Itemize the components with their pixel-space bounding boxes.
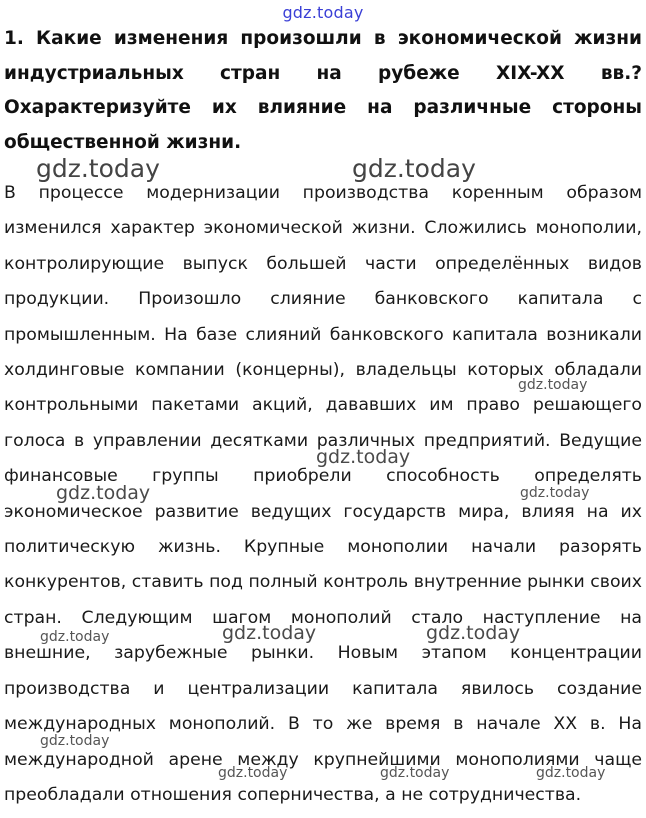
watermark: gdz.today	[352, 154, 476, 183]
watermark: gdz.today	[36, 154, 160, 183]
question-text: 1. Какие изменения произошли в экономической жизни индустриальных стран на рубеже XIX-XX вв.? Охарактеризуйте их влияние на различные стороны общественной жизни.	[4, 28, 642, 153]
watermark: gdz.today	[40, 629, 110, 645]
watermark: gdz.today	[520, 485, 590, 501]
watermark: gdz.today	[56, 482, 151, 504]
watermark: gdz.today	[316, 446, 411, 468]
watermark: gdz.today	[380, 765, 450, 781]
watermark: gdz.today	[218, 765, 288, 781]
watermark: gdz.today	[222, 622, 317, 644]
watermark: gdz.today	[536, 765, 606, 781]
watermark: gdz.today	[518, 377, 588, 393]
site-watermark-top[interactable]: gdz.today	[282, 3, 364, 22]
watermark: gdz.today	[426, 622, 521, 644]
watermark: gdz.today	[40, 733, 110, 749]
answer-text: В процессе модернизации производства коренным образом изменился характер экономической жизни. Сложились монополии, контролирующие выпуск большей части определённых видов продукции. Произошло слияние банковского капитала с промышленным. На базе слияний банковского капитала возникали холдинговые компании (концерны), владельцы которых обладали контрольными пакетами акций, дававших им право решающего голоса в управлении десятками различных предприятий. Ведущие финансовые группы приобрели способность определять экономическое развитие ведущих государств мира, влияя на их политическую жизнь. Крупные монополии начали разорять конкурентов, ставить под полный контроль внутренние рынки своих стран. Следующим шагом монополий стало наступление на внешние, зарубежные рынки. Новым этапом концентрации производства и централизации капитала явилось создание международных монополий. В то же время в начале XX в. На международной арене между крупнейшими монополиями чаще преобладали отношения соперничества, а не сотрудничества.	[4, 183, 642, 805]
